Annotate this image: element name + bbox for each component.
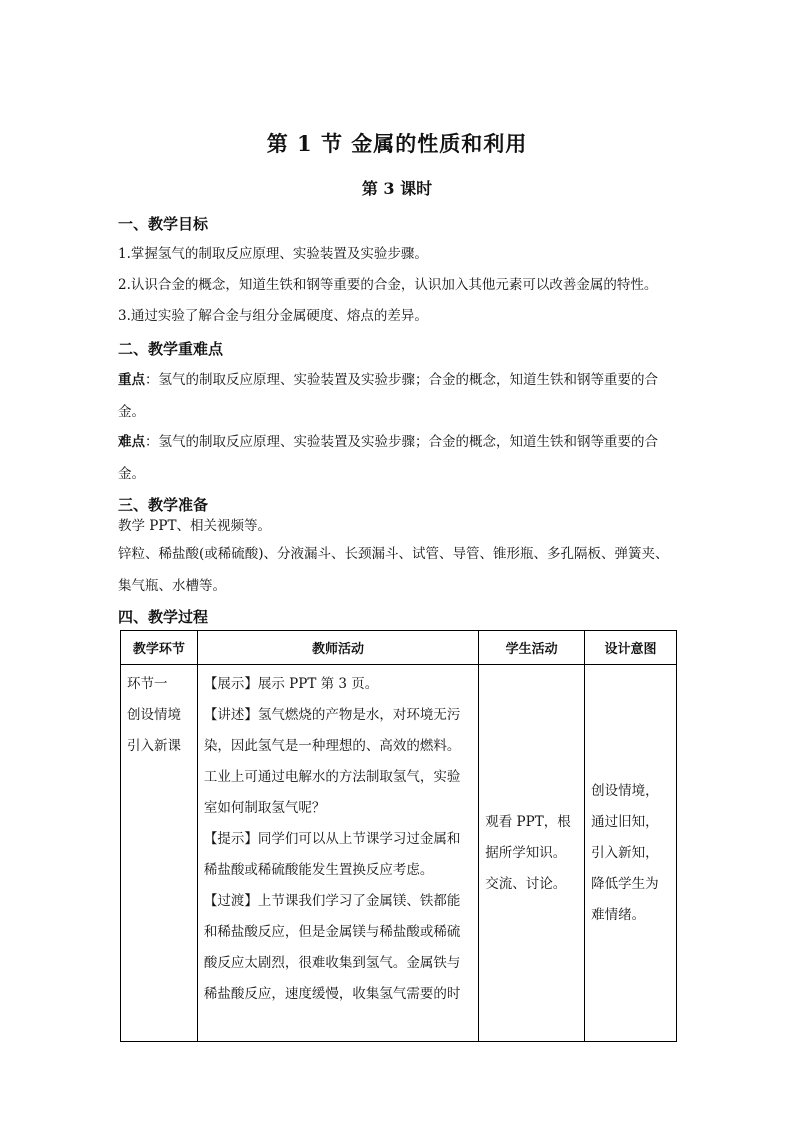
- table-header-cell: 学生活动: [479, 631, 585, 665]
- key-point-label: 重点: [118, 372, 145, 388]
- section-heading-objectives: 一、教学目标: [118, 215, 209, 233]
- key-point-text: ：氢气的制取反应原理、实验装置及实验步骤；合金的概念，知道生铁和钢等重要的合金。: [118, 372, 658, 420]
- table-header-cell: 教师活动: [197, 631, 478, 665]
- design-intent-cell: [585, 665, 677, 1042]
- objective-item: 3.通过实验了解合金与组分金属硬度、熔点的差异。: [118, 308, 428, 324]
- preparation-line: 教学 PPT、相关视频等。: [118, 518, 271, 534]
- student-activity-cell: [479, 665, 585, 1042]
- stage-cell: [121, 665, 198, 1042]
- difficult-point-text: ：氢气的制取反应原理、实验装置及实验步骤；合金的概念，知道生铁和钢等重要的合金。: [118, 434, 658, 482]
- teacher-activity-paragraph: 【展示】展示 PPT 第 3 页。: [203, 676, 379, 692]
- teaching-process-table: [120, 630, 677, 1042]
- design-intent-text: 创设情境，通过旧知，引入新知，降低学生为难情绪。: [591, 782, 659, 923]
- table-row: [121, 665, 677, 1042]
- teacher-activity-paragraph: 【过渡】上节课我们学习了金属镁、铁都能和稀盐酸反应，但是金属镁与稀盐酸或稀硫酸反应太剧烈，很难收集到氢气。金属铁与稀盐酸反应，速度缓慢，收集氢气需要的时: [203, 893, 461, 1002]
- teacher-activity-paragraph: 【讲述】氢气燃烧的产物是水，对环境无污染，因此氢气是一种理想的、高效的燃料。工业上可通过电解水的方法制取氢气，实验室如何制取氢气呢？: [203, 707, 461, 816]
- table-header-row: [121, 631, 677, 665]
- page-title: 第 1 节 金属的性质和利用: [266, 131, 528, 156]
- section-heading-preparation: 三、教学准备: [118, 496, 209, 514]
- page-subtitle: 第 3 课时: [361, 179, 433, 198]
- section-heading-key-points: 二、教学重难点: [118, 340, 224, 358]
- objective-item: 1.掌握氢气的制取反应原理、实验装置及实验步骤。: [118, 246, 428, 262]
- objective-item: 2.认识合金的概念，知道生铁和钢等重要的合金，认识加入其他元素可以改善金属的特性。: [118, 277, 658, 293]
- difficult-point-label: 难点: [118, 434, 145, 450]
- teacher-activity-paragraph: 【提示】同学们可以从上节课学习过金属和稀盐酸或稀硫酸能发生置换反应考虑。: [203, 831, 461, 878]
- difficult-point-paragraph: [118, 426, 680, 490]
- stage-line: 环节一: [127, 676, 168, 692]
- stage-line: 引入新课: [127, 738, 181, 754]
- section-heading-process: 四、教学过程: [118, 608, 209, 626]
- table-header-cell: 教学环节: [121, 631, 198, 665]
- preparation-materials: 锌粒、稀盐酸(或稀硫酸)、分液漏斗、长颈漏斗、试管、导管、锥形瓶、多孔隔板、弹簧夹、集气瓶、水槽等。: [118, 546, 669, 594]
- key-point-paragraph: [118, 364, 680, 428]
- student-activity-text: 观看 PPT，根据所学知识。交流、讨论。: [485, 813, 571, 892]
- table-header-cell: 设计意图: [585, 631, 677, 665]
- stage-line: 创设情境: [127, 707, 181, 723]
- teacher-activity-cell: [197, 665, 478, 1042]
